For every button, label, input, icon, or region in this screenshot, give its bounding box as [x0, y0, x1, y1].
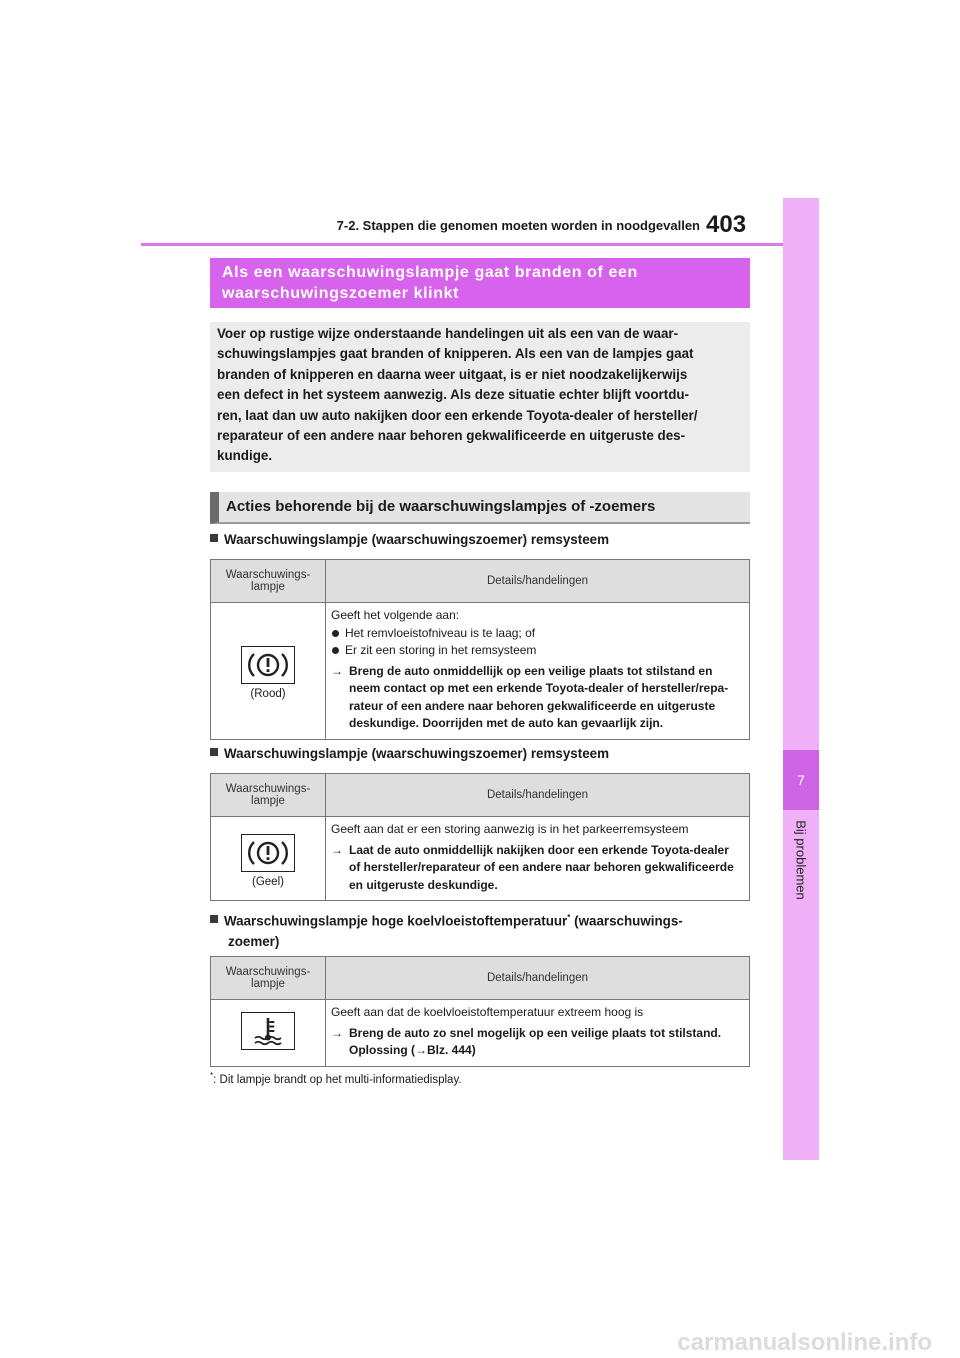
entry-heading-text: Waarschuwingslampje (waarschuwingszoemer) remsysteem: [224, 746, 609, 761]
col-header-lamp: Waarschuwings- lampje: [211, 560, 326, 603]
lamp-color-caption: (Geel): [252, 875, 284, 888]
detail-intro: Geeft het volgende aan:: [331, 608, 460, 622]
intro-line: kundige.: [217, 448, 273, 464]
entry-heading-text: Waarschuwingslampje hoge koelvloeistoftemperatuur: [224, 913, 568, 929]
section-title: 7-2. Stappen die genomen moeten worden in noodgevallen: [336, 218, 700, 233]
col-header-details: Details/handelingen: [326, 774, 750, 817]
banner-line: Als een waarschuwingslampje gaat branden of een: [222, 264, 638, 281]
intro-line: een defect in het systeem aanwezig. Als deze situatie echter blijft voortdu-: [217, 387, 690, 403]
action-text: → Laat de auto onmiddellijk nakijken door een erkende Toyota-dealer of hersteller/reparateur of een andere naar behoren gekwalificeerde en uitgeruste deskundige.: [331, 842, 734, 892]
svg-text:carmanualsonline.info: carmanualsonline.info: [677, 1329, 932, 1356]
intro-line: schuwingslampjes gaat branden of knipperen. Als een van de lampjes gaat: [217, 346, 694, 362]
footnote-marker: *: [567, 913, 571, 922]
intro-line: ren, laat dan uw auto nakijken door een erkende Toyota-dealer of hersteller/: [217, 407, 698, 423]
banner-line: waarschuwingszoemer klinkt: [222, 285, 460, 302]
lamp-color-caption: (Rood): [250, 687, 286, 700]
col-header-details: Details/handelingen: [326, 560, 750, 603]
page-number: 403: [706, 211, 747, 238]
chapter-number: 7: [783, 750, 819, 810]
footnote-marker: *: [210, 1071, 214, 1080]
section-heading: Acties behorende bij de waarschuwingslampjes of -zoemers: [210, 492, 750, 524]
arrow-icon: →: [331, 842, 343, 857]
intro-line: reparateur of een andere naar behoren gekwalificeerde en uitgeruste des-: [217, 428, 686, 444]
col-header-lamp: Waarschuwings- lampje: [211, 957, 326, 1000]
entry-heading-text: zoemer): [228, 934, 280, 950]
col-header-details: Details/handelingen: [326, 957, 750, 1000]
entry-heading-text: (waarschuwings-: [570, 913, 683, 929]
entry-heading-text: Waarschuwingslampje (waarschuwingszoemer) remsysteem: [224, 532, 609, 547]
arrow-icon: →: [331, 663, 343, 678]
detail-intro: Geeft aan dat de koelvloeistoftemperatuur extreem hoog is: [331, 1005, 644, 1019]
action-text: → Breng de auto onmiddellijk op een veilige plaats tot stilstand en neem contact op met een erkende Toyota-dealer of hersteller/repa- rateur of een andere naar behoren gekwalificeerde en uitgeruste deskundige. Doorrijden met de auto kan gevaarlijk zijn.: [331, 663, 729, 730]
chapter-label: Bij problemen: [793, 820, 809, 900]
detail-bullet: Het remvloeistofniveau is te laag; of: [331, 625, 745, 643]
arrow-icon: →: [331, 1025, 343, 1040]
action-text: → Breng de auto zo snel mogelijk op een veilige plaats tot stilstand. Oplossing (→Blz. 444): [331, 1025, 722, 1057]
footnote-text: : Dit lampje brandt op het multi-informatiedisplay.: [213, 1073, 462, 1086]
detail-intro: Geeft aan dat er een storing aanwezig is in het parkeerremsysteem: [331, 822, 689, 836]
detail-bullet: Er zit een storing in het remsysteem: [331, 642, 745, 660]
arrow-icon: →: [415, 1043, 427, 1057]
intro-line: Voer op rustige wijze onderstaande handelingen uit als een van de waar-: [217, 326, 679, 341]
col-header-lamp: Waarschuwings- lampje: [211, 774, 326, 817]
intro-line: branden of knipperen en daarna weer uitgaat, is er niet noodzakelijkerwijs: [217, 366, 688, 382]
